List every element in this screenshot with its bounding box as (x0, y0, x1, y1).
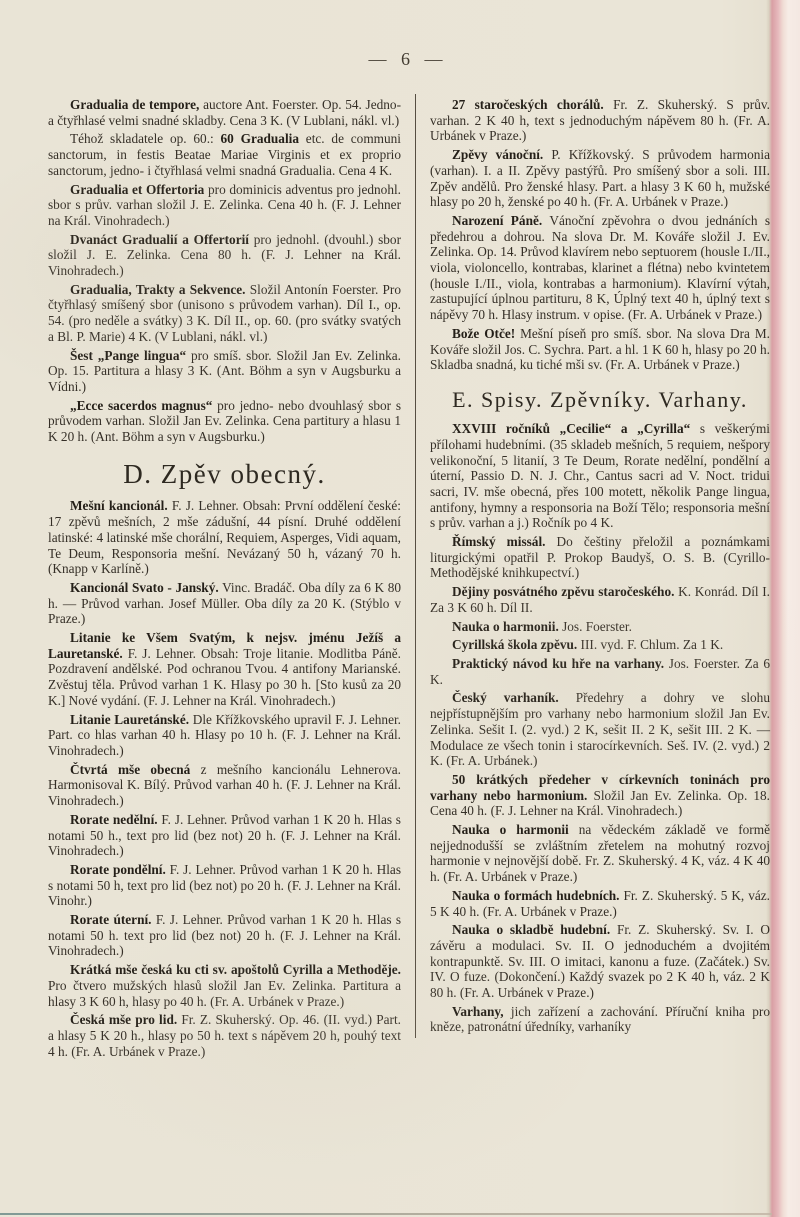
entry-text: III. vyd. F. Chlum. Za 1 K. (577, 637, 724, 653)
entry-title: Nauka o skladbě hudební. (452, 922, 611, 938)
catalog-entry (430, 637, 770, 653)
catalog-entry (430, 772, 770, 819)
entry-title: Zpěvy vánoční. (452, 147, 544, 163)
entry-text: F. J. Lehner. Průvod varhan 1 K 20 h. Hlas s notami 50 h, text pro lid (bez not) po 20 h. (F. J. Lehner na Král. Vinohr.) (48, 861, 401, 909)
entry-title: 50 krátkých předeher v církevních toninách pro varhany nebo harmonium. (430, 771, 770, 803)
entry-text: s veškerými přílohami hudebními. (35 skladeb mešních, 5 requiem, nešpory velikonoční, 5 litanií, 3 Te Deum, Rorate nedělní, pondělní a úterní, Passio D. N. J. Chr., Cantus sacri ad V. Noct. tridui sacri, IV. mše obecná, přes 100 motett, několik Pange lingua, antifony, hymny a responsoria na Boží Tělo; responsoria mešní s prův. varhan a j.) Ročník po 4 K. (430, 421, 770, 531)
catalog-entry (48, 762, 401, 809)
entry-text: z mešního kancionálu Lehnerova. Harmonisoval K. Bílý. Průvod varhan 40 h. (F. J. Lehner na Král. Vinohradech.) (48, 761, 401, 809)
catalog-entry (48, 232, 401, 279)
catalog-entry (48, 498, 401, 577)
catalog-entry (430, 888, 770, 919)
entry-title: Gradualia de tempore, (70, 97, 200, 112)
entry-title: Nauka o formách hudebních. (452, 887, 620, 903)
entry-text: jich zařízení a zachování. Příruční kniha pro kněze, patronátní úředníky, varhaníky (430, 1003, 770, 1035)
entry-text: Složil Jan Ev. Zelinka. Op. 18. Cena 40 h. (F. J. Lehner na Král. Vinohradech.) (430, 787, 770, 819)
entry-title: 60 Gradualia (220, 131, 299, 147)
entry-title: Mešní kancionál. (70, 498, 168, 514)
catalog-entry (48, 182, 401, 229)
entry-title: Praktický návod ku hře na varhany. (452, 655, 665, 671)
catalog-entry (48, 580, 401, 627)
entry-title: Nauka o harmonii. (452, 618, 559, 634)
entry-title: Šest „Pange lingua“ (70, 347, 187, 363)
entry-title: Gradualia et Offertoria (70, 181, 205, 197)
entry-title: Litanie ke Všem Svatým, k nejsv. jménu Ježíš a Lauretanské. (48, 630, 401, 661)
section-heading: D. Zpěv obecný. (123, 458, 326, 489)
entry-text: Fr. Z. Skuherský. 5 K, váz. 5 K 40 h. (Fr. A. Urbánek v Praze.) (430, 887, 770, 919)
entry-title: 27 staročeských chorálů. (452, 97, 604, 112)
entry-text: K. Konrád. Díl I. Za 3 K 60 h. Díl II. (430, 584, 771, 615)
entry-title: Římský missál. (452, 534, 546, 550)
page-bottom-edge (0, 1213, 772, 1215)
entry-title: Rorate nedělní. (70, 811, 158, 827)
entry-text: Jos. Foerster. Za 6 K. (430, 655, 770, 687)
catalog-entry (430, 97, 770, 144)
page-number: — 6 — (368, 49, 448, 69)
entry-text: Vánoční zpěvohra o dvou jednáních s předehrou a dohrou. Na slova Dr. M. Kováře složil J. Ev. Zelinka. Op. 14. Průvod klavírem nebo septuorem (housle I./II., viola, violoncello, kontrabas, klarinet a flétna) nebo kvintetem (housle I./II., viola, kontrabas a harmonium). Klavírní výtah, zastupující úplnou partituru, 8 K, Úplný text 40 h, úplný text s nápěvy 70 h. Hlasy instrum. v opise. (Fr. A. Urbánek v Praze.) (430, 212, 771, 323)
entry-text: pro jednohl. (dvouhl.) sbor složil J. E. Zelinka. Cena 80 h. (F. J. Lehner na Král. Vinohradech.) (48, 231, 401, 279)
catalog-entry (430, 656, 770, 687)
catalog-entry (48, 1012, 401, 1059)
catalog-entry (48, 131, 401, 178)
entry-title: Bože Otče! (452, 325, 516, 341)
entry-title: Krátká mše česká ku cti sv. apoštolů Cyrilla a Methoděje. (70, 962, 401, 978)
entry-title: Rorate pondělní. (70, 861, 166, 877)
entry-text: Dle Křížkovského upravil F. J. Lehner. Part. co hlas varhan 40 h. Hlasy po 10 h. (F. J. Lehner na Král. Vinohradech.) (48, 711, 402, 758)
entry-text: Jos. Foerster. (558, 618, 632, 634)
entry-text: Předehry a dohry ve slohu nejpřístupnějším pro varhany nebo harmonium složil Jan Ev. Zelinka. Sešit I. (2. vyd.) 2 K, sešit II. 2 K, sešit III. 2 K. — Modulace ze všech tonin i starocírkevních. Seš. IV. (2. vyd.) 2 K. (Fr. A. Urbánek.) (430, 690, 770, 769)
catalog-entry (48, 97, 401, 128)
entry-text: Pro čtvero mužských hlasů složil Jan Ev. Zelinka. Partitura a hlasy 3 K 60 h, hlasy po 40 h. (Fr. A. Urbánek v Praze.) (48, 977, 401, 1009)
entry-text: na vědeckém základě ve formě nejjednodušší se zvláštním zřetelem na mohutný rozvoj harmonie v nejnovější době. Fr. Z. Skuherský. 4 K, váz. 4 K 40 h. (Fr. A. Urbánek v Praze.) (430, 822, 770, 885)
entry-text: Složil Antonín Foerster. Pro čtyřhlasý smíšený sbor (unisono s průvodem varhan). Díl I., op. 54. (pro neděle a svátky) 3 K. Díl II., op. 60. (pro svátky svatých a Bl. P. Marie) 4 K. (V Lublani, nákl. vl.) (48, 281, 402, 344)
catalog-entry (430, 147, 770, 210)
catalog-entry (48, 712, 401, 759)
entry-title: Kancionál Svato - Janský. (70, 579, 219, 595)
catalog-entry (48, 282, 401, 345)
right-column (415, 94, 770, 1038)
catalog-entry (48, 912, 401, 959)
catalog-entry (48, 812, 401, 859)
entry-text: Do češtiny přeložil a poznámkami liturgickými opatřil P. Prokop Baudyš, O. S. B. (Cyrillo-Methodějské knihkupectví.) (430, 534, 770, 581)
entry-title: Nauka o harmonii (452, 822, 569, 838)
entry-text: Téhož skladatele op. 60.: (70, 131, 221, 147)
entry-title: Cyrillská škola zpěvu. (452, 637, 578, 653)
entry-text: P. Křížkovský. S průvodem harmonia (varhan). I. a II. Zpěvy pastýřů. Pro smíšený sbor a soli. III. Zpěv andělů. Pro ženské hlasy. Part. a hlasy 3 K 60 h, mužské hlasy po 20 h, ženské po 40 h. (Fr. A. Urbánek v Praze.) (430, 147, 770, 210)
entry-title: XXVIII ročníků „Cecilie“ a „Cyrilla“ (452, 421, 691, 437)
entry-text: F. J. Lehner. Obsah: První oddělení české: 17 zpěvů mešních, 2 mše zádušní, 44 písní. Druhé oddělení latinské: 4 latinské mše chorální, Requiem, Asperges, Vidi aquam, Te Deum, Responsoria mešní. Nevázaný 50 h, vázaný 70 h. (Knapp v Karlíně.) (48, 498, 401, 577)
entry-text: pro smíš. sbor. Složil Jan Ev. Zelinka. Op. 15. Partitura a hlasy 3 K. (Ant. Böhm a syn v Augsburku a Vídni.) (48, 347, 401, 394)
entry-text: pro dominicis adventus pro jednohl. sbor s prův. varhan složil J. E. Zelinka. Cena 40 h. (F. J. Lehner na Král. Vinohradech.) (48, 181, 401, 228)
catalog-entry (48, 398, 401, 445)
entry-title: Čtvrtá mše obecná (70, 761, 191, 777)
catalog-entry (430, 584, 770, 615)
catalog-entry (430, 213, 770, 323)
entry-title: „Ecce sacerdos magnus“ (70, 397, 213, 413)
catalog-entry (430, 534, 770, 581)
entry-text: Fr. Z. Skuherský. Sv. I. O závěru a modulaci. Sv. II. O jednoduchém a dvojitém kontrapunktě. Sv. III. O imitaci, kanonu a fuze. (Začátek.) Sv. IV. O fuze. (Dokončení.) Každý svazek po 2 K 40 h, váz. 2 K 80 h. (Fr. A. Urbánek v Praze.) (430, 922, 770, 1001)
section-heading: E. Spisy. Zpěvníky. Varhany. (452, 386, 748, 412)
entry-text: Mešní píseň pro smíš. sbor. Na slova Dra M. Kováře složil Jos. C. Sychra. Part. a hl. 1 K 60 h, hlasy po 20 h. Skladba snadná, ku tiché mši sv. (Fr. A. Urbánek v Praze.) (430, 325, 770, 373)
entry-text: F. J. Lehner. Průvod varhan 1 K 20 h. Hlas s notami 50 h. text pro lid (bez not) 20 h. (F. J. Lehner na Král. Vinohradech.) (48, 912, 402, 959)
catalog-entry (430, 922, 770, 1001)
entry-text: F. J. Lehner. Obsah: Troje litanie. Modlitba Páně. Pozdravení andělské. Pod ochranou Tvou. 4 antifony Marianské. Zvěstuj těla. Průvod varhan 1 K. Hlasy po 30 h. [Sto kusů za 20 K.] Nové vydání. (F. J. Lehner na Král. Vinohradech.) (48, 645, 401, 708)
entry-text: auctore Ant. Foerster. Op. 54. Jedno- a čtyřhlasé velmi snadné skladby. Cena 3 K. (V Lublani, nákl. vl.) (48, 97, 401, 128)
entry-title: Gradualia, Trakty a Sekvence. (70, 281, 246, 297)
entry-title: Dvanáct Gradualií a Offertorií (70, 231, 249, 247)
entry-title: Rorate úterní. (70, 912, 152, 928)
catalog-entry (430, 1004, 770, 1035)
entry-text: etc. de communi sanctorum, in festis Beatae Mariae Virginis et ex proprio sanctorum, jedno- i čtyřhlasá velmi snadná Gradualia. Cena 4 K. (48, 131, 401, 178)
entry-title: Česká mše pro lid. (70, 1012, 178, 1028)
entry-title: Český varhaník. (452, 690, 559, 706)
left-column (48, 94, 415, 1062)
catalog-entry (430, 619, 770, 635)
entry-text: Vinc. Bradáč. Oba díly za 6 K 80 h. — Průvod varhan. Josef Müller. Oba díly za 20 K. (Stýblo v Praze.) (48, 579, 401, 627)
catalog-entry (48, 862, 401, 909)
entry-title: Narození Páně. (452, 212, 543, 228)
entry-text: F. J. Lehner. Průvod varhan 1 K 20 h. Hlas s notami 50 h., text pro lid (bez not) 20 h. (F. J. Lehner na Král. Vinohradech.) (48, 811, 401, 859)
entry-text: Fr. Z. Skuherský. Op. 46. (II. vyd.) Part. a hlasy 5 K 20 h., hlasy po 50 h. text s nápěvem 20 h, pouhý text 4 h. (Fr. A. Urbánek v Praze.) (48, 1012, 401, 1059)
catalog-entry (48, 962, 401, 1009)
catalog-entry (430, 690, 770, 769)
entry-text: pro jedno- nebo dvouhlasý sbor s průvodem varhan. Složil Jan Ev. Zelinka. Cena partitury a hlasu 1 K 20 h. (Ant. Böhm a syn v Augsburku.) (48, 397, 401, 445)
catalog-entry (48, 348, 401, 395)
catalog-entry (430, 326, 770, 373)
entry-title: Varhany, (452, 1003, 504, 1019)
entry-text: Fr. Z. Skuherský. S prův. varhan. 2 K 40 h, text s jednoduchým nápěvem 80 h. (Fr. A. Urbánek v Praze.) (430, 97, 770, 144)
entry-title: Dějiny posvátného zpěvu staročeského. (452, 584, 675, 600)
catalog-entry (430, 421, 770, 531)
entry-title: Litanie Lauretánské. (70, 711, 190, 727)
catalog-entry (430, 822, 770, 885)
two-column-text-area (48, 94, 770, 1062)
catalog-entry (48, 630, 401, 709)
